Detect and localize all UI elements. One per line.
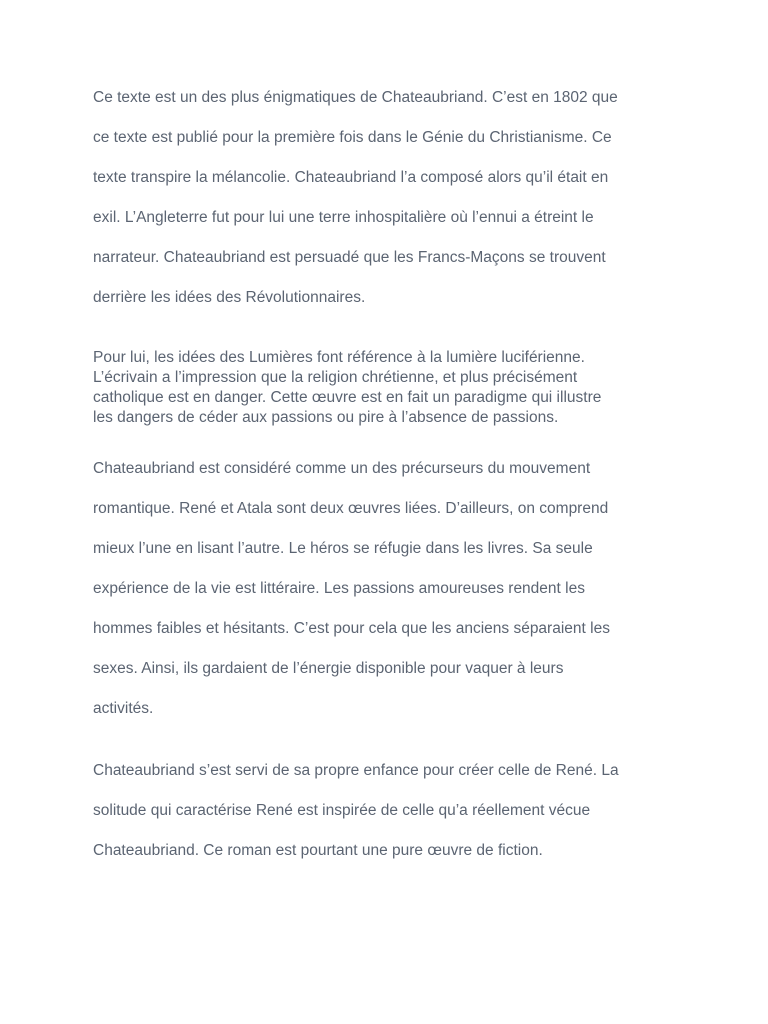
- paragraph-1: [93, 78, 678, 318]
- text-line: romantique. René et Atala sont deux œuvres liées. D’ailleurs, on comprend: [93, 500, 609, 517]
- text-line: derrière les idées des Révolutionnaires.: [93, 289, 366, 306]
- text-line: Chateaubriand. Ce roman est pourtant une pure œuvre de fiction.: [93, 842, 543, 859]
- text-line: les dangers de céder aux passions ou pire à l’absence de passions.: [93, 409, 559, 426]
- text-line: mieux l’une en lisant l’autre. Le héros se réfugie dans les livres. Sa seule: [93, 540, 593, 557]
- text-line: texte transpire la mélancolie. Chateaubriand l’a composé alors qu’il était en: [93, 169, 609, 186]
- paragraph-4: [93, 751, 678, 871]
- text-line: expérience de la vie est littéraire. Les passions amoureuses rendent les: [93, 580, 585, 597]
- text-line: narrateur. Chateaubriand est persuadé que les Francs-Maçons se trouvent: [93, 249, 606, 266]
- text-line: solitude qui caractérise René est inspirée de celle qu’a réellement vécue: [93, 802, 591, 819]
- paragraph-3: [93, 449, 678, 729]
- text-line: Pour lui, les idées des Lumières font référence à la lumière luciférienne.: [93, 349, 585, 366]
- text-line: Ce texte est un des plus énigmatiques de Chateaubriand. C’est en 1802 que: [93, 89, 618, 106]
- text-line: hommes faibles et hésitants. C’est pour cela que les anciens séparaient les: [93, 620, 610, 637]
- text-line: Chateaubriand s’est servi de sa propre enfance pour créer celle de René. La: [93, 762, 619, 779]
- text-line: catholique est en danger. Cette œuvre est en fait un paradigme qui illustre: [93, 389, 602, 406]
- text-line: ce texte est publié pour la première fois dans le Génie du Christianisme. Ce: [93, 129, 612, 146]
- text-line: activités.: [93, 700, 154, 717]
- text-line: Chateaubriand est considéré comme un des précurseurs du mouvement: [93, 460, 591, 477]
- text-line: L’écrivain a l’impression que la religion chrétienne, et plus précisément: [93, 369, 578, 386]
- text-line: exil. L’Angleterre fut pour lui une terre inhospitalière où l’ennui a étreint le: [93, 209, 594, 226]
- text-line: sexes. Ainsi, ils gardaient de l’énergie disponible pour vaquer à leurs: [93, 660, 564, 677]
- paragraph-2: [93, 348, 678, 428]
